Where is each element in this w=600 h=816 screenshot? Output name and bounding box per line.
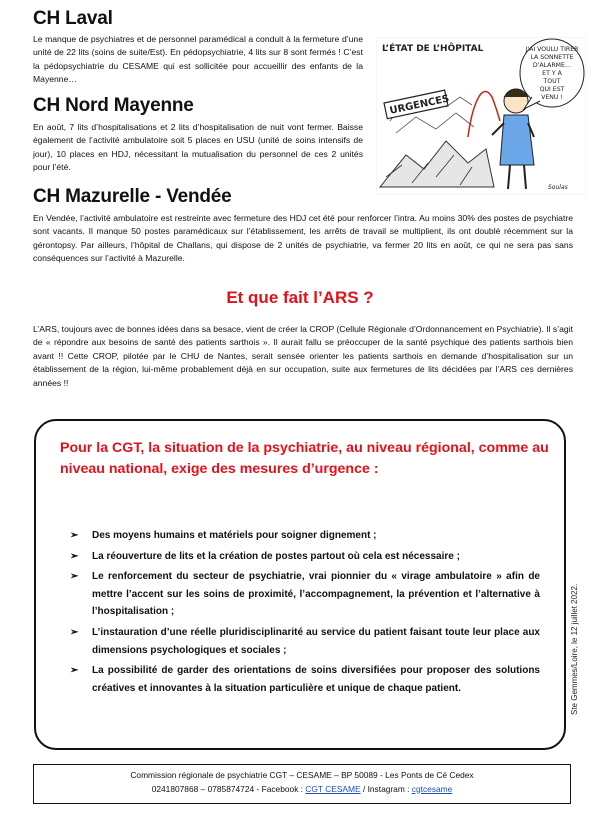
cartoon-signature: Soulas: [548, 184, 568, 191]
list-item: [68, 548, 540, 566]
arrow-bullet-icon: ➢: [70, 626, 79, 638]
cartoon-illustration: [376, 37, 586, 195]
footer-phones: 0241807868 – 0785874724 - Facebook :: [151, 783, 306, 794]
section-text-ch-nord-mayenne: En août, 7 lits d’hospitalisations et 2 lits d’hospitalisation de nuit vont fermer. Baisse également de l’activité ambulatoire soit 5 places en USU (unité de soins intensifs de jour), 10 places en HDJ, nécessitant la mutualisation du personnel de ces 2 unités pour l’été.: [33, 122, 363, 173]
list-item-text: Des moyens humains et matériels pour soigner dignement ;: [92, 530, 377, 541]
list-item-text: La réouverture de lits et la création de postes partout où cela est nécessaire ;: [92, 550, 460, 562]
instagram-link[interactable]: cgtcesame: [411, 783, 453, 794]
bubble-line-3: D'ALARME…: [532, 62, 572, 69]
bubble-line-4: ET Y A: [542, 70, 562, 77]
footer-line-commission: Commission régionale de psychiatrie CGT – CESAME – BP 50089 - Les Ponts de Cé Cedex: [130, 770, 474, 780]
list-item-text: La possibilité de garder des orientations de soins diversifiées pour proposer des solutions créatives et innovantes à la situation particulière et unique de chaque patient.: [92, 665, 540, 694]
date-place-note: Ste Gemmes/Loire, le 12 juillet 2022.: [570, 583, 579, 715]
list-item: [68, 568, 540, 621]
ars-text: L’ARS, toujours avec de bonnes idées dans sa besace, vient de créer la CROP (Cellule Régionale d’Ordonnancement en Psychiatrie). Il s’agit de « répondre aux besoins de santé des patients sarthois ». Il aurait fallu se préoccuper de la santé psychique des patients sarthois bien avant !! Cette CROP, pilotée par le CHU de Nantes, serait sensée orienter les patients sarthois en demande d’hospitalisation sur un établissement de la région, lui-même probablement déjà en sur occupation, suite aux fermetures de lits décidées par l’ARS ces dernières années !!: [33, 324, 573, 388]
facebook-link[interactable]: CGT CESAME: [305, 783, 361, 794]
list-item-text: L’instauration d’une réelle pluridisciplinarité au service du patient faisant toute leur place aux dimensions psychologiques et sociales ;: [92, 626, 540, 656]
bubble-line-5: TOUT: [543, 78, 561, 85]
cgt-demands-list: [68, 527, 540, 700]
arrow-bullet-icon: ➢: [70, 530, 79, 541]
list-item: [68, 624, 540, 659]
list-item: [68, 527, 540, 545]
arrow-bullet-icon: ➢: [70, 665, 79, 677]
bubble-line-2: LA SONNETTE: [530, 54, 574, 61]
cartoon-sign-text: URGENCES: [388, 93, 451, 117]
list-item: [68, 662, 540, 697]
bubble-line-6: QUI EST: [539, 86, 565, 93]
bubble-line-1: J'AI VOULU TIRER: [525, 46, 579, 53]
cgt-box-title: Pour la CGT, la situation de la psychiatrie, au niveau régional, comme au niveau national, exige des mesures d’urgence :: [60, 440, 549, 477]
section-text-ch-laval: Le manque de psychiatres et de personnel paramédical a conduit à la fermeture d’une unité de 22 lits (soins de suite/Est). En pédopsychiatrie, 4 lits sur 8 sont fermés ! C’est la pédopsychiatrie du CESAME qui est sollicitée pour accueillir des enfants de la Mayenne…: [33, 34, 363, 85]
section-title-ch-mazurelle: CH Mazurelle - Vendée: [33, 186, 232, 207]
footer-instagram-label: / Instagram :: [360, 783, 412, 794]
cartoon-caption: L’ÉTAT DE L’HÔPITAL: [382, 44, 484, 54]
bubble-line-7: VENU !: [541, 94, 563, 101]
list-item-text: Le renforcement du secteur de psychiatrie, vrai pionnier du « virage ambulatoire » afin de mettre l’accent sur les soins de proximité, l’accompagnement, la prévention et l’alternative à l’hospitalisation ;: [92, 571, 540, 618]
section-text-ch-mazurelle: En Vendée, l’activité ambulatoire est restreinte avec fermeture des HDJ cet été pour renforcer l’intra. Au moins 30% des postes de psychiatre sont vacants. Il manque 50 postes paramédicaux sur l’établissement, les arrêts de travail se multiplient, ils ont doublé récemment sur la gérontopsy. Par ailleurs, l’hôpital de Challans, qui dispose de 2 unités de psychiatrie, va fermer 20 lits en août, ce qui ne sera pas sans conséquences sur l’activité à Mazurelle.: [33, 213, 573, 264]
ars-heading: Et que fait l’ARS ?: [226, 288, 374, 307]
footer-contact-box: [33, 764, 571, 804]
arrow-bullet-icon: ➢: [70, 550, 79, 562]
arrow-bullet-icon: ➢: [70, 571, 79, 583]
section-title-ch-laval: CH Laval: [33, 8, 113, 29]
section-title-ch-nord-mayenne: CH Nord Mayenne: [33, 95, 194, 116]
